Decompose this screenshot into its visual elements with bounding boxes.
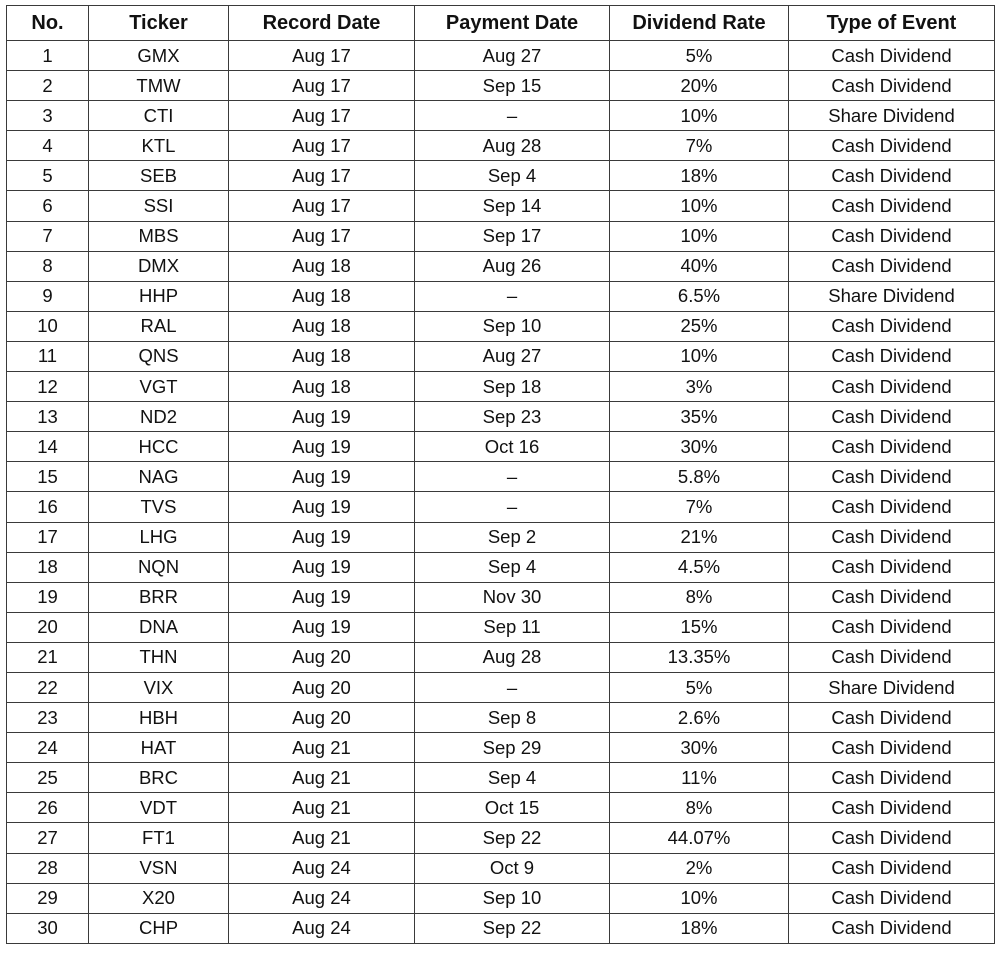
table-row: [7, 402, 995, 432]
cell-payment-date: –: [415, 462, 610, 492]
cell-event-type: Cash Dividend: [789, 853, 995, 883]
cell-event-type: Share Dividend: [789, 281, 995, 311]
cell-no: 1: [7, 41, 89, 71]
cell-record-date: Aug 20: [229, 703, 415, 733]
table-row: [7, 733, 995, 763]
cell-dividend-rate: 13.35%: [610, 642, 789, 672]
cell-record-date: Aug 19: [229, 552, 415, 582]
cell-ticker: CHP: [89, 913, 229, 943]
cell-event-type: Cash Dividend: [789, 642, 995, 672]
cell-dividend-rate: 15%: [610, 612, 789, 642]
cell-no: 5: [7, 161, 89, 191]
cell-record-date: Aug 18: [229, 311, 415, 341]
cell-event-type: Cash Dividend: [789, 913, 995, 943]
cell-event-type: Cash Dividend: [789, 71, 995, 101]
cell-payment-date: Sep 10: [415, 883, 610, 913]
cell-record-date: Aug 18: [229, 251, 415, 281]
cell-ticker: VIX: [89, 672, 229, 702]
cell-dividend-rate: 7%: [610, 492, 789, 522]
cell-event-type: Cash Dividend: [789, 612, 995, 642]
cell-record-date: Aug 17: [229, 161, 415, 191]
cell-no: 17: [7, 522, 89, 552]
cell-record-date: Aug 17: [229, 101, 415, 131]
cell-payment-date: Sep 11: [415, 612, 610, 642]
table-row: [7, 372, 995, 402]
cell-no: 13: [7, 402, 89, 432]
cell-event-type: Cash Dividend: [789, 311, 995, 341]
cell-ticker: TMW: [89, 71, 229, 101]
cell-ticker: VGT: [89, 372, 229, 402]
table-row: [7, 492, 995, 522]
cell-payment-date: –: [415, 281, 610, 311]
cell-dividend-rate: 2%: [610, 853, 789, 883]
table-row: [7, 883, 995, 913]
cell-record-date: Aug 19: [229, 522, 415, 552]
cell-payment-date: Sep 22: [415, 823, 610, 853]
cell-record-date: Aug 17: [229, 71, 415, 101]
cell-payment-date: Sep 22: [415, 913, 610, 943]
cell-record-date: Aug 19: [229, 432, 415, 462]
cell-no: 26: [7, 793, 89, 823]
column-header-payment-date: Payment Date: [415, 6, 610, 41]
cell-payment-date: Aug 28: [415, 131, 610, 161]
table-row: [7, 221, 995, 251]
cell-ticker: GMX: [89, 41, 229, 71]
cell-dividend-rate: 5%: [610, 672, 789, 702]
cell-no: 6: [7, 191, 89, 221]
cell-ticker: BRR: [89, 582, 229, 612]
cell-record-date: Aug 19: [229, 492, 415, 522]
cell-payment-date: –: [415, 101, 610, 131]
cell-event-type: Cash Dividend: [789, 582, 995, 612]
cell-dividend-rate: 6.5%: [610, 281, 789, 311]
cell-event-type: Cash Dividend: [789, 341, 995, 371]
table-row: [7, 41, 995, 71]
cell-no: 30: [7, 913, 89, 943]
cell-payment-date: Sep 17: [415, 221, 610, 251]
cell-ticker: SEB: [89, 161, 229, 191]
cell-payment-date: Sep 14: [415, 191, 610, 221]
cell-no: 24: [7, 733, 89, 763]
cell-ticker: QNS: [89, 341, 229, 371]
cell-event-type: Cash Dividend: [789, 161, 995, 191]
cell-event-type: Cash Dividend: [789, 733, 995, 763]
table-row: [7, 71, 995, 101]
cell-ticker: SSI: [89, 191, 229, 221]
dividend-table: [6, 5, 995, 944]
table-row: [7, 131, 995, 161]
cell-record-date: Aug 19: [229, 462, 415, 492]
cell-ticker: DNA: [89, 612, 229, 642]
cell-no: 12: [7, 372, 89, 402]
cell-event-type: Cash Dividend: [789, 883, 995, 913]
cell-ticker: MBS: [89, 221, 229, 251]
cell-ticker: VSN: [89, 853, 229, 883]
cell-record-date: Aug 19: [229, 612, 415, 642]
column-header-no: No.: [7, 6, 89, 41]
cell-ticker: X20: [89, 883, 229, 913]
column-header-ticker: Ticker: [89, 6, 229, 41]
table-header: [7, 6, 995, 41]
cell-no: 28: [7, 853, 89, 883]
cell-dividend-rate: 4.5%: [610, 552, 789, 582]
cell-no: 9: [7, 281, 89, 311]
header-row: [7, 6, 995, 41]
cell-record-date: Aug 20: [229, 672, 415, 702]
cell-dividend-rate: 10%: [610, 883, 789, 913]
cell-record-date: Aug 18: [229, 341, 415, 371]
table-row: [7, 251, 995, 281]
cell-payment-date: Sep 8: [415, 703, 610, 733]
cell-event-type: Cash Dividend: [789, 492, 995, 522]
cell-ticker: KTL: [89, 131, 229, 161]
cell-dividend-rate: 8%: [610, 793, 789, 823]
cell-dividend-rate: 7%: [610, 131, 789, 161]
column-header-event-type: Type of Event: [789, 6, 995, 41]
cell-no: 20: [7, 612, 89, 642]
cell-no: 10: [7, 311, 89, 341]
cell-no: 4: [7, 131, 89, 161]
cell-event-type: Cash Dividend: [789, 191, 995, 221]
table-row: [7, 823, 995, 853]
cell-dividend-rate: 5.8%: [610, 462, 789, 492]
cell-record-date: Aug 17: [229, 131, 415, 161]
table-row: [7, 432, 995, 462]
cell-no: 2: [7, 71, 89, 101]
cell-no: 25: [7, 763, 89, 793]
table-row: [7, 703, 995, 733]
cell-dividend-rate: 21%: [610, 522, 789, 552]
cell-event-type: Cash Dividend: [789, 823, 995, 853]
cell-dividend-rate: 25%: [610, 311, 789, 341]
cell-no: 14: [7, 432, 89, 462]
table-row: [7, 672, 995, 702]
cell-payment-date: Aug 27: [415, 41, 610, 71]
cell-no: 22: [7, 672, 89, 702]
table-row: [7, 582, 995, 612]
cell-event-type: Cash Dividend: [789, 522, 995, 552]
cell-dividend-rate: 18%: [610, 161, 789, 191]
cell-dividend-rate: 10%: [610, 191, 789, 221]
cell-payment-date: Sep 2: [415, 522, 610, 552]
cell-no: 8: [7, 251, 89, 281]
cell-payment-date: Aug 26: [415, 251, 610, 281]
cell-record-date: Aug 24: [229, 853, 415, 883]
cell-payment-date: Oct 9: [415, 853, 610, 883]
cell-event-type: Cash Dividend: [789, 793, 995, 823]
table-row: [7, 793, 995, 823]
cell-record-date: Aug 17: [229, 221, 415, 251]
cell-no: 23: [7, 703, 89, 733]
cell-no: 7: [7, 221, 89, 251]
cell-dividend-rate: 30%: [610, 733, 789, 763]
cell-event-type: Cash Dividend: [789, 703, 995, 733]
cell-dividend-rate: 8%: [610, 582, 789, 612]
table-body: [7, 41, 995, 944]
cell-dividend-rate: 5%: [610, 41, 789, 71]
cell-ticker: VDT: [89, 793, 229, 823]
cell-dividend-rate: 30%: [610, 432, 789, 462]
cell-event-type: Cash Dividend: [789, 462, 995, 492]
cell-payment-date: –: [415, 492, 610, 522]
cell-ticker: ND2: [89, 402, 229, 432]
cell-dividend-rate: 44.07%: [610, 823, 789, 853]
table-row: [7, 853, 995, 883]
cell-record-date: Aug 20: [229, 642, 415, 672]
cell-no: 16: [7, 492, 89, 522]
cell-no: 3: [7, 101, 89, 131]
cell-dividend-rate: 35%: [610, 402, 789, 432]
cell-ticker: HCC: [89, 432, 229, 462]
cell-dividend-rate: 20%: [610, 71, 789, 101]
table-row: [7, 341, 995, 371]
cell-payment-date: Nov 30: [415, 582, 610, 612]
cell-no: 15: [7, 462, 89, 492]
cell-no: 29: [7, 883, 89, 913]
table-row: [7, 281, 995, 311]
cell-ticker: HAT: [89, 733, 229, 763]
cell-ticker: NQN: [89, 552, 229, 582]
cell-record-date: Aug 18: [229, 281, 415, 311]
cell-event-type: Cash Dividend: [789, 221, 995, 251]
column-header-record-date: Record Date: [229, 6, 415, 41]
cell-no: 11: [7, 341, 89, 371]
cell-no: 19: [7, 582, 89, 612]
column-header-dividend-rate: Dividend Rate: [610, 6, 789, 41]
cell-ticker: RAL: [89, 311, 229, 341]
cell-ticker: THN: [89, 642, 229, 672]
cell-record-date: Aug 21: [229, 823, 415, 853]
cell-payment-date: –: [415, 672, 610, 702]
cell-event-type: Share Dividend: [789, 101, 995, 131]
cell-payment-date: Sep 18: [415, 372, 610, 402]
cell-event-type: Cash Dividend: [789, 251, 995, 281]
cell-dividend-rate: 18%: [610, 913, 789, 943]
cell-event-type: Cash Dividend: [789, 402, 995, 432]
cell-dividend-rate: 40%: [610, 251, 789, 281]
cell-dividend-rate: 10%: [610, 221, 789, 251]
cell-payment-date: Sep 15: [415, 71, 610, 101]
cell-payment-date: Aug 28: [415, 642, 610, 672]
table-row: [7, 101, 995, 131]
cell-payment-date: Sep 4: [415, 161, 610, 191]
cell-record-date: Aug 17: [229, 41, 415, 71]
table-row: [7, 311, 995, 341]
cell-payment-date: Oct 15: [415, 793, 610, 823]
table-row: [7, 161, 995, 191]
cell-record-date: Aug 21: [229, 793, 415, 823]
cell-payment-date: Sep 23: [415, 402, 610, 432]
table-row: [7, 552, 995, 582]
cell-payment-date: Aug 27: [415, 341, 610, 371]
cell-ticker: HBH: [89, 703, 229, 733]
cell-event-type: Share Dividend: [789, 672, 995, 702]
cell-event-type: Cash Dividend: [789, 131, 995, 161]
cell-no: 21: [7, 642, 89, 672]
cell-record-date: Aug 24: [229, 913, 415, 943]
table-row: [7, 462, 995, 492]
table-row: [7, 612, 995, 642]
cell-dividend-rate: 10%: [610, 341, 789, 371]
cell-record-date: Aug 24: [229, 883, 415, 913]
cell-payment-date: Sep 4: [415, 552, 610, 582]
cell-ticker: HHP: [89, 281, 229, 311]
cell-ticker: BRC: [89, 763, 229, 793]
cell-event-type: Cash Dividend: [789, 372, 995, 402]
cell-payment-date: Oct 16: [415, 432, 610, 462]
cell-no: 18: [7, 552, 89, 582]
cell-event-type: Cash Dividend: [789, 763, 995, 793]
cell-payment-date: Sep 10: [415, 311, 610, 341]
cell-dividend-rate: 3%: [610, 372, 789, 402]
cell-payment-date: Sep 29: [415, 733, 610, 763]
cell-dividend-rate: 2.6%: [610, 703, 789, 733]
cell-dividend-rate: 10%: [610, 101, 789, 131]
table-row: [7, 763, 995, 793]
cell-payment-date: Sep 4: [415, 763, 610, 793]
table-row: [7, 642, 995, 672]
cell-event-type: Cash Dividend: [789, 432, 995, 462]
table-row: [7, 191, 995, 221]
cell-ticker: LHG: [89, 522, 229, 552]
cell-event-type: Cash Dividend: [789, 552, 995, 582]
cell-record-date: Aug 19: [229, 402, 415, 432]
cell-record-date: Aug 18: [229, 372, 415, 402]
cell-dividend-rate: 11%: [610, 763, 789, 793]
cell-ticker: FT1: [89, 823, 229, 853]
cell-record-date: Aug 17: [229, 191, 415, 221]
cell-record-date: Aug 19: [229, 582, 415, 612]
cell-ticker: TVS: [89, 492, 229, 522]
cell-ticker: NAG: [89, 462, 229, 492]
cell-event-type: Cash Dividend: [789, 41, 995, 71]
table-row: [7, 913, 995, 943]
cell-ticker: DMX: [89, 251, 229, 281]
cell-ticker: CTI: [89, 101, 229, 131]
table-row: [7, 522, 995, 552]
cell-record-date: Aug 21: [229, 763, 415, 793]
cell-no: 27: [7, 823, 89, 853]
cell-record-date: Aug 21: [229, 733, 415, 763]
